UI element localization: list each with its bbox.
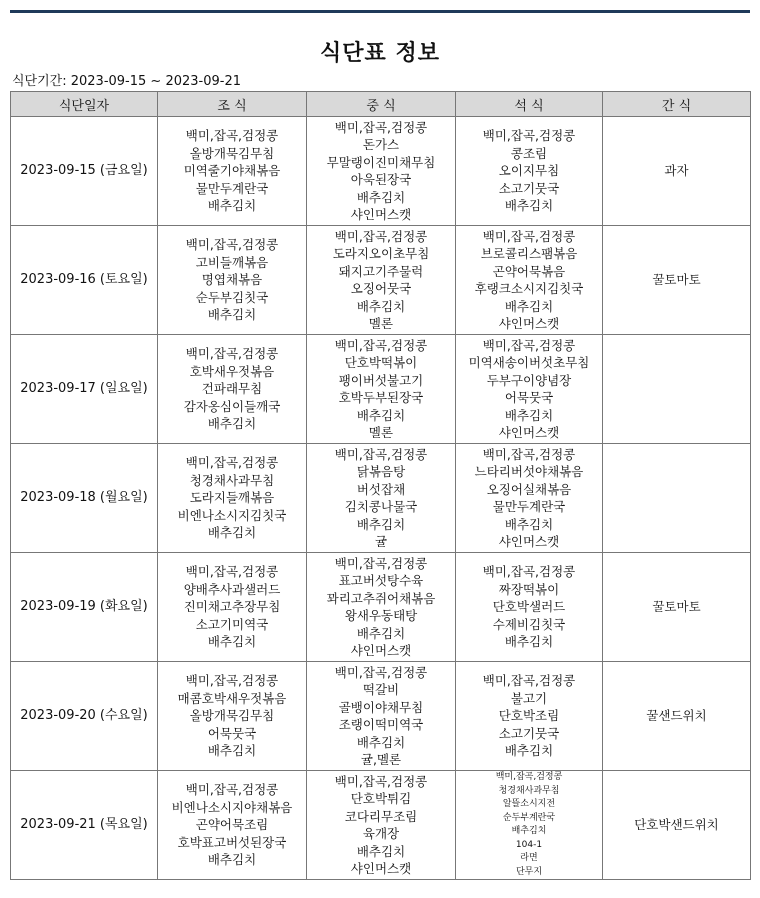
menu-item: 백미,잡곡,검정콩 — [482, 673, 576, 689]
header-lunch: 중 식 — [307, 92, 456, 117]
menu-item: 골뱅이야채무침 — [338, 699, 424, 715]
menu-item: 닭볶음탕 — [356, 464, 406, 479]
meal-date: 2023-09-17 (일요일) — [11, 335, 158, 444]
menu-item: 백미,잡곡,검정콩 — [185, 782, 279, 798]
menu-item: 백미,잡곡,검정콩 — [482, 337, 576, 353]
menu-item: 미역새송이버섯초무침 — [468, 355, 590, 370]
menu-item: 백미,잡곡,검정콩 — [334, 555, 428, 571]
menu-item: 소고기뭇국 — [498, 725, 560, 741]
breakfast-cell — [158, 553, 307, 662]
menu-item: 김치콩나물국 — [344, 499, 418, 514]
menu-item: 멜론 — [368, 316, 394, 331]
menu-item: 육개장 — [362, 826, 400, 841]
breakfast-cell — [158, 662, 307, 771]
menu-item: 배추김치 — [504, 198, 554, 214]
menu-item: 돼지고기주물럭 — [338, 263, 424, 279]
menu-item: 버섯잡채 — [356, 481, 406, 497]
menu-item: 라면 — [520, 853, 538, 863]
menu-item: 배추김치 — [356, 625, 406, 641]
dinner-cell — [456, 771, 603, 880]
menu-item: 도라지들깨볶음 — [189, 490, 275, 506]
menu-item: 배추김치 — [356, 843, 406, 859]
top-accent-bar — [10, 10, 750, 13]
menu-item: 돈가스 — [362, 137, 400, 152]
snack-cell — [603, 117, 751, 226]
menu-item: 백미,잡곡,검정콩 — [185, 673, 279, 689]
menu-item: 조랭이떡미역국 — [338, 717, 424, 732]
menu-item: 백미,잡곡,검정콩 — [334, 664, 428, 680]
table-row — [11, 771, 751, 880]
menu-item: 왕새우동태탕 — [344, 608, 418, 623]
menu-item: 백미,잡곡,검정콩 — [185, 346, 279, 362]
page-title: 식단표 정보 — [320, 41, 440, 66]
menu-item: 샤인머스캣 — [498, 425, 560, 440]
menu-item: 소고기미역국 — [195, 616, 269, 632]
menu-item: 단호박샐러드 — [492, 599, 566, 615]
menu-item: 순두부김칫국 — [195, 289, 269, 305]
menu-item: 샤인머스캣 — [350, 643, 412, 658]
menu-item: 단호박샌드위치 — [634, 817, 719, 833]
menu-item: 청경채사과무침 — [498, 785, 560, 796]
menu-item: 곤약어묵조림 — [195, 817, 269, 833]
menu-item: 샤인머스캣 — [350, 207, 412, 222]
menu-item: 청경채사과무침 — [189, 472, 275, 488]
menu-item: 멜론 — [368, 425, 394, 440]
snack-cell — [603, 226, 751, 335]
menu-item: 배추김치 — [207, 416, 257, 432]
lunch-cell — [307, 335, 456, 444]
menu-item: 감자옹심이들깨국 — [183, 398, 281, 414]
lunch-cell — [307, 662, 456, 771]
menu-item: 후랭크소시지김칫국 — [474, 281, 584, 296]
menu-item: 불고기 — [510, 690, 548, 706]
table-row — [11, 553, 751, 662]
menu-item: 배추김치 — [356, 298, 406, 314]
table-header-row — [11, 92, 751, 117]
menu-item: 배추김치 — [511, 826, 547, 836]
menu-item: 물만두계란국 — [492, 499, 566, 514]
menu-item: 샤인머스캣 — [350, 861, 412, 876]
menu-item: 과자 — [664, 163, 689, 179]
meal-date: 2023-09-19 (화요일) — [11, 553, 158, 662]
menu-item: 배추김치 — [504, 298, 554, 314]
menu-item: 진미채고추장무침 — [183, 599, 281, 615]
menu-item: 배추김치 — [207, 198, 257, 214]
menu-item: 수제비김칫국 — [492, 616, 566, 632]
menu-item: 곤약어묵볶음 — [492, 263, 566, 279]
header-snack: 간 식 — [603, 92, 751, 117]
table-row — [11, 444, 751, 553]
menu-item: 단무지 — [515, 866, 543, 877]
menu-item: 배추김치 — [356, 516, 406, 532]
menu-item: 배추김치 — [504, 634, 554, 650]
menu-item: 팽이버섯불고기 — [338, 372, 424, 388]
snack-cell — [603, 444, 751, 553]
snack-cell — [603, 662, 751, 771]
snack-cell — [603, 771, 751, 880]
menu-item: 배추김치 — [356, 407, 406, 423]
menu-item: 명엽채볶음 — [201, 272, 263, 288]
menu-item: 백미,잡곡,검정콩 — [334, 446, 428, 462]
menu-item: 백미,잡곡,검정콩 — [482, 446, 576, 462]
breakfast-cell — [158, 117, 307, 226]
menu-item: 도라지오이초무침 — [332, 246, 430, 261]
menu-item: 백미,잡곡,검정콩 — [334, 228, 428, 244]
menu-item: 브로콜리스팸볶음 — [480, 246, 578, 261]
lunch-cell — [307, 444, 456, 553]
menu-item: 백미,잡곡,검정콩 — [482, 128, 576, 144]
menu-item: 물만두계란국 — [195, 180, 269, 196]
meal-date: 2023-09-16 (토요일) — [11, 226, 158, 335]
menu-item: 오징어뭇국 — [350, 281, 412, 296]
menu-item: 비엔나소시지김칫국 — [177, 507, 287, 523]
menu-item: 아욱된장국 — [350, 172, 412, 187]
header-dinner: 석 식 — [456, 92, 603, 117]
menu-item: 호박표고버섯된장국 — [177, 834, 287, 850]
menu-item: 오징어실채볶음 — [486, 481, 572, 497]
menu-item: 백미,잡곡,검정콩 — [495, 772, 563, 782]
meal-table — [10, 91, 751, 880]
menu-item: 건파래무침 — [201, 381, 263, 397]
menu-item: 배추김치 — [207, 852, 257, 868]
menu-item: 배추김치 — [504, 516, 554, 532]
dinner-cell — [456, 553, 603, 662]
dinner-cell — [456, 117, 603, 226]
menu-item: 백미,잡곡,검정콩 — [185, 564, 279, 580]
menu-item: 꿀샌드위치 — [646, 708, 707, 724]
menu-item: 배추김치 — [504, 743, 554, 759]
menu-item: 올방개묵김무침 — [189, 145, 275, 161]
menu-item: 샤인머스캣 — [498, 534, 560, 549]
meal-period: 식단기간: 2023-09-15 ~ 2023-09-21 — [12, 74, 242, 89]
lunch-cell — [307, 553, 456, 662]
lunch-cell — [307, 117, 456, 226]
menu-item: 백미,잡곡,검정콩 — [334, 337, 428, 353]
table-row — [11, 335, 751, 444]
menu-item: 꿀토마토 — [652, 599, 701, 615]
menu-item: 호박두부된장국 — [338, 390, 424, 405]
menu-item: 비엔나소시지야채볶음 — [171, 799, 293, 815]
menu-item: 두부구이양념장 — [486, 372, 572, 388]
menu-item: 표고버섯탕수육 — [338, 573, 424, 588]
menu-item: 배추김치 — [207, 525, 257, 541]
dinner-cell — [456, 335, 603, 444]
menu-item: 양배추사과샐러드 — [183, 581, 281, 597]
menu-item: 배추김치 — [207, 634, 257, 650]
menu-item: 소고기뭇국 — [498, 180, 560, 196]
table-body — [11, 117, 751, 880]
menu-item: 미역줄기야채볶음 — [183, 163, 281, 179]
table-row — [11, 662, 751, 771]
header-breakfast: 조 식 — [158, 92, 307, 117]
menu-item: 호박새우젓볶음 — [189, 363, 275, 379]
menu-item: 샤인머스캣 — [498, 316, 560, 331]
menu-item: 백미,잡곡,검정콩 — [482, 228, 576, 244]
menu-item: 백미,잡곡,검정콩 — [482, 564, 576, 580]
snack-cell — [603, 553, 751, 662]
menu-item: 고비들깨볶음 — [195, 254, 269, 270]
menu-item: 배추김치 — [356, 189, 406, 205]
menu-item: 백미,잡곡,검정콩 — [185, 455, 279, 471]
breakfast-cell — [158, 335, 307, 444]
header-date: 식단일자 — [11, 92, 158, 117]
lunch-cell — [307, 771, 456, 880]
breakfast-cell — [158, 771, 307, 880]
table-row — [11, 226, 751, 335]
menu-item: 단호박튀김 — [350, 791, 412, 806]
menu-item: 어묵뭇국 — [207, 725, 257, 741]
meal-date: 2023-09-21 (목요일) — [11, 771, 158, 880]
meal-date: 2023-09-15 (금요일) — [11, 117, 158, 226]
menu-item: 배추김치 — [504, 407, 554, 423]
menu-item: 느타리버섯야채볶음 — [474, 464, 584, 479]
breakfast-cell — [158, 444, 307, 553]
menu-item: 백미,잡곡,검정콩 — [334, 773, 428, 789]
menu-item: 백미,잡곡,검정콩 — [185, 128, 279, 144]
menu-item: 배추김치 — [356, 734, 406, 750]
table-row — [11, 117, 751, 226]
menu-item: 백미,잡곡,검정콩 — [334, 119, 428, 135]
menu-item: 짜장떡볶이 — [498, 581, 560, 597]
lunch-cell — [307, 226, 456, 335]
menu-item: 알뜰소시지전 — [502, 799, 556, 809]
menu-item: 콩조림 — [510, 145, 548, 161]
menu-item: 귤,멜론 — [360, 752, 402, 767]
menu-item: 어묵뭇국 — [504, 390, 554, 405]
menu-item: 104-1 — [515, 839, 543, 850]
menu-item: 올방개묵김무침 — [189, 708, 275, 724]
menu-item: 배추김치 — [207, 743, 257, 759]
menu-item: 단호박조림 — [498, 708, 560, 724]
menu-item: 매콤호박새우젓볶음 — [177, 690, 287, 706]
breakfast-cell — [158, 226, 307, 335]
menu-item: 무말랭이진미채무침 — [326, 154, 436, 170]
menu-item: 떡갈비 — [362, 682, 400, 697]
menu-item: 코다리무조림 — [344, 808, 418, 824]
dinner-cell — [456, 444, 603, 553]
meal-date: 2023-09-18 (월요일) — [11, 444, 158, 553]
menu-item: 꿀토마토 — [652, 272, 701, 288]
menu-item: 배추김치 — [207, 307, 257, 323]
dinner-cell — [456, 226, 603, 335]
menu-item: 귤 — [374, 534, 388, 549]
menu-item: 백미,잡곡,검정콩 — [185, 237, 279, 253]
menu-item: 꽈리고추쥐어채볶음 — [326, 590, 436, 606]
dinner-cell — [456, 662, 603, 771]
snack-cell — [603, 335, 751, 444]
menu-item: 단호박떡볶이 — [344, 355, 418, 370]
menu-item: 순두부계란국 — [502, 812, 556, 823]
menu-item: 오이지무침 — [498, 163, 560, 179]
meal-date: 2023-09-20 (수요일) — [11, 662, 158, 771]
